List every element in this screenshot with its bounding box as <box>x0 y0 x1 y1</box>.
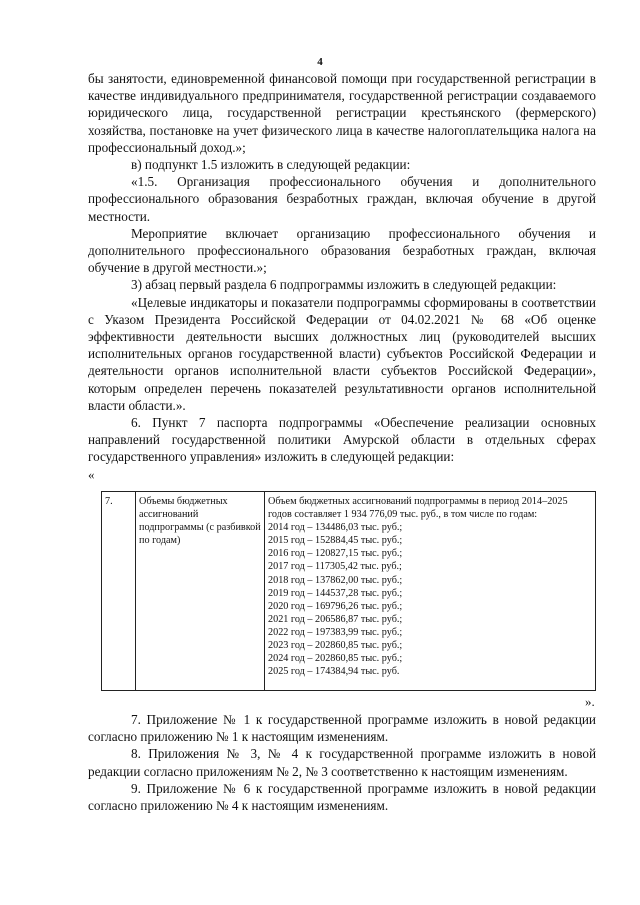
year-line: 2018 год – 137862,00 тыс. руб.; <box>268 574 403 586</box>
body-text-top <box>88 70 596 483</box>
table-row <box>102 492 596 691</box>
paragraph: «Целевые индикаторы и показатели подпрограммы сформированы в соответствии с Указом Президента Российской Федерации от 04.02.2021 № 68 «Об оценке эффективности деятельности высших должностных лиц (руководителей высших исполнительных органов государственной власти) субъектов Российской Федерации и деятельности органов исполнительной власти субъектов Российской Федерации», которым определен перечень показателей результативности органов исполнительной власти области.». <box>88 294 596 413</box>
budget-table <box>101 491 596 691</box>
year-line: 2015 год – 152884,45 тыс. руб.; <box>268 535 403 547</box>
year-line: 2025 год – 174384,94 тыс. руб. <box>268 666 400 678</box>
year-line: 2024 год – 202860,85 тыс. руб.; <box>268 653 403 665</box>
budget-intro: Объем бюджетных ассигнований подпрограммы в период 2014–2025 годов составляет 1 934 776,09 тыс. руб., в том числе по годам: <box>268 496 568 521</box>
row-number: 7. <box>102 492 136 691</box>
year-line: 2014 год – 134486,03 тыс. руб.; <box>268 522 403 534</box>
row-label: Объемы бюджетных ассигнований подпрограммы (с разбивкой по годам) <box>136 492 265 691</box>
open-quote: « <box>88 466 95 482</box>
paragraph: 8. Приложения № 3, № 4 к государственной программе изложить в новой редакции согласно приложениям № 2, № 3 соответственно к настоящим изменениям. <box>88 746 596 779</box>
year-line: 2020 год – 169796,26 тыс. руб.; <box>268 600 403 612</box>
year-line: 2016 год – 120827,15 тыс. руб.; <box>268 548 403 560</box>
paragraph: в) подпункт 1.5 изложить в следующей редакции: <box>131 157 411 173</box>
year-line: 2021 год – 206586,87 тыс. руб.; <box>268 613 403 625</box>
year-line: 2017 год – 117305,42 тыс. руб.; <box>268 561 402 573</box>
paragraph: 6. Пункт 7 паспорта подпрограммы «Обеспечение реализации основных направлений государственной политики Амурской области в отдельных сферах государственного управления» изложить в следующей редакции: <box>88 415 596 465</box>
paragraph: 9. Приложение № 6 к государственной программе изложить в новой редакции согласно приложению № 4 к настоящим изменениям. <box>88 780 596 814</box>
year-line: 2023 год – 202860,85 тыс. руб.; <box>268 640 403 652</box>
paragraph: Мероприятие включает организацию профессионального обучения и дополнительного профессионального образования безработных граждан, включая обучение в другой местности.»; <box>88 225 596 276</box>
year-line: 2022 год – 197383,99 тыс. руб.; <box>268 626 403 638</box>
close-quote: ». <box>585 694 595 709</box>
paragraph: 7. Приложение № 1 к государственной программе изложить в новой редакции согласно приложению № 1 к настоящим изменениям. <box>88 712 596 745</box>
page-number: 4 <box>317 56 323 68</box>
body-text-bottom <box>88 711 596 814</box>
paragraph: бы занятости, единовременной финансовой помощи при государственной регистрации в качестве индивидуального предпринимателя, государственной регистрации создаваемого юридического лица, государственной регистрации крестьянского (фермерского) хозяйства, постановке на учет физического лица в качестве налогоплательщика налога на профессиональный доход.»; <box>88 71 596 155</box>
paragraph: «1.5. Организация профессионального обучения и дополнительного профессионального образования безработных граждан, включая обучение в другой местности. <box>88 174 596 224</box>
row-value <box>265 492 596 691</box>
year-line: 2019 год – 144537,28 тыс. руб.; <box>268 587 403 599</box>
paragraph: 3) абзац первый раздела 6 подпрограммы изложить в следующей редакции: <box>131 277 557 293</box>
